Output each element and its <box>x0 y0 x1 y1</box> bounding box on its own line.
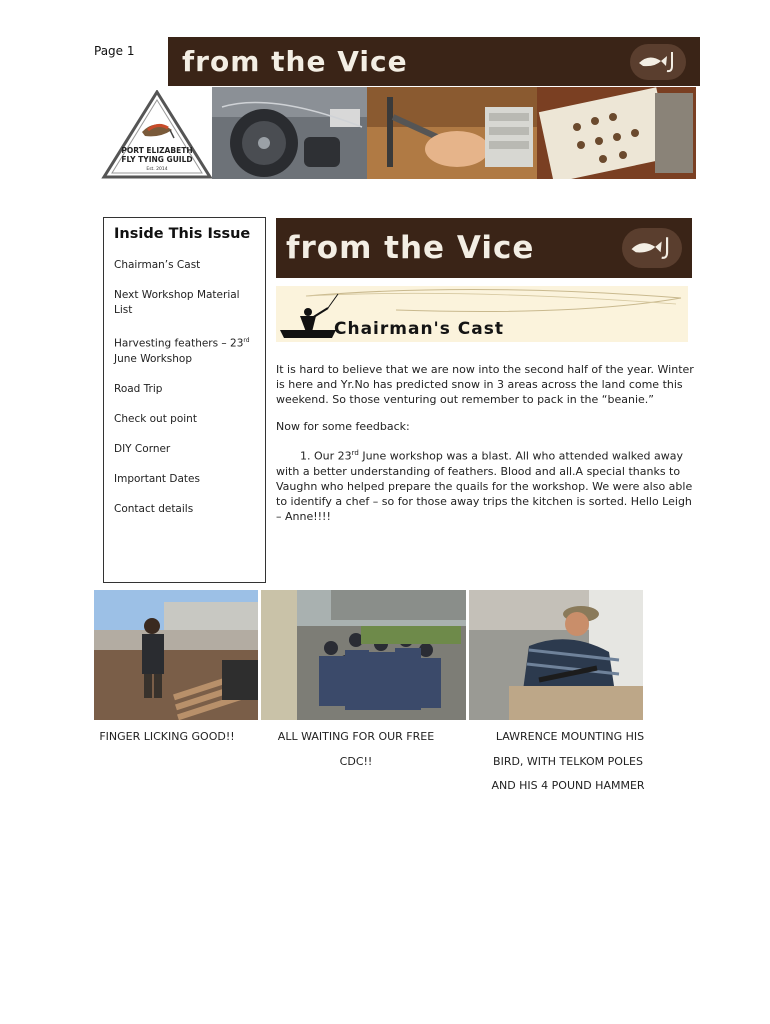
guild-name-line1: PORT ELIZABETH <box>121 146 193 155</box>
guild-name-line2: FLY TYING GUILD <box>121 155 193 164</box>
photo-caption-1: FINGER LICKING GOOD!! <box>99 730 235 743</box>
fly-reel-photo <box>212 87 367 179</box>
braai-photo <box>94 590 258 720</box>
header-photo-strip <box>212 87 696 179</box>
section-banner <box>276 218 692 278</box>
article-list-item <box>276 446 696 524</box>
toc-list <box>114 258 255 517</box>
guild-logo <box>100 90 214 180</box>
fly-tying-vice-photo <box>367 87 537 179</box>
toc-item <box>114 333 255 367</box>
guild-est: Est. 2014 <box>146 167 168 172</box>
group-waiting-photo <box>261 590 466 720</box>
toc-item: Chairman’s Cast <box>114 259 201 271</box>
workshop-photos <box>94 590 644 720</box>
photo-caption-3-line1: LAWRENCE MOUNTING HIS <box>495 730 645 743</box>
article-paragraph: Now for some feedback: <box>276 420 410 433</box>
fly-box-photo <box>537 87 696 179</box>
toc-item-text-tail: June Workshop <box>114 352 193 365</box>
chairmans-cast-header <box>276 286 688 342</box>
toc-title: Inside This Issue <box>114 226 251 242</box>
toc-item-sup: rd <box>243 337 250 344</box>
masthead-title: from the Vice <box>182 45 408 78</box>
photo-caption-2-line2: CDC!! <box>339 755 373 768</box>
photo-caption-2-line1: ALL WAITING FOR OUR FREE <box>277 730 435 743</box>
lawrence-mounting-photo <box>469 590 643 720</box>
toc-item-text: Harvesting feathers – 23 <box>114 337 244 350</box>
list-item-prefix: 1. Our 23 <box>300 449 352 463</box>
toc-item: Check out point <box>114 412 197 425</box>
chairmans-cast-title: Chairman's Cast <box>334 319 504 339</box>
toc-item: Contact details <box>114 502 194 515</box>
toc-item: Important Dates <box>114 472 200 485</box>
toc-item: Road Trip <box>114 382 163 395</box>
fish-hook-icon <box>630 44 686 80</box>
toc-item: DIY Corner <box>114 442 171 455</box>
toc-item: Next Workshop Material List <box>114 289 240 316</box>
article-body <box>276 362 696 524</box>
fish-hook-icon <box>622 228 682 268</box>
article-paragraph: It is hard to believe that we are now into the second half of the year. Winter is here and Yr.No has predicted snow in 3 areas across the land come this weekend. So those venturing out remember to pack in the “beanie.” <box>276 363 694 406</box>
photo-caption-3-line2: BIRD, WITH TELKOM POLES <box>493 755 643 768</box>
table-of-contents <box>103 217 266 583</box>
page-number: Page 1 <box>94 44 135 58</box>
photo-caption-3-line3: AND HIS 4 POUND HAMMER <box>491 779 645 792</box>
list-item-text: June workshop was a blast. All who attended walked away with a better understanding of feathers. Blood and all.A special thanks to Vaughn who helped prepare the quails for the workshop. We were also able to identify a chef – so for those away trips the kitchen is sorted. Hello Leigh – Anne!!!! <box>276 449 693 523</box>
list-item-sup: rd <box>351 449 359 457</box>
section-banner-title: from the Vice <box>286 230 535 266</box>
masthead-banner <box>168 37 700 86</box>
